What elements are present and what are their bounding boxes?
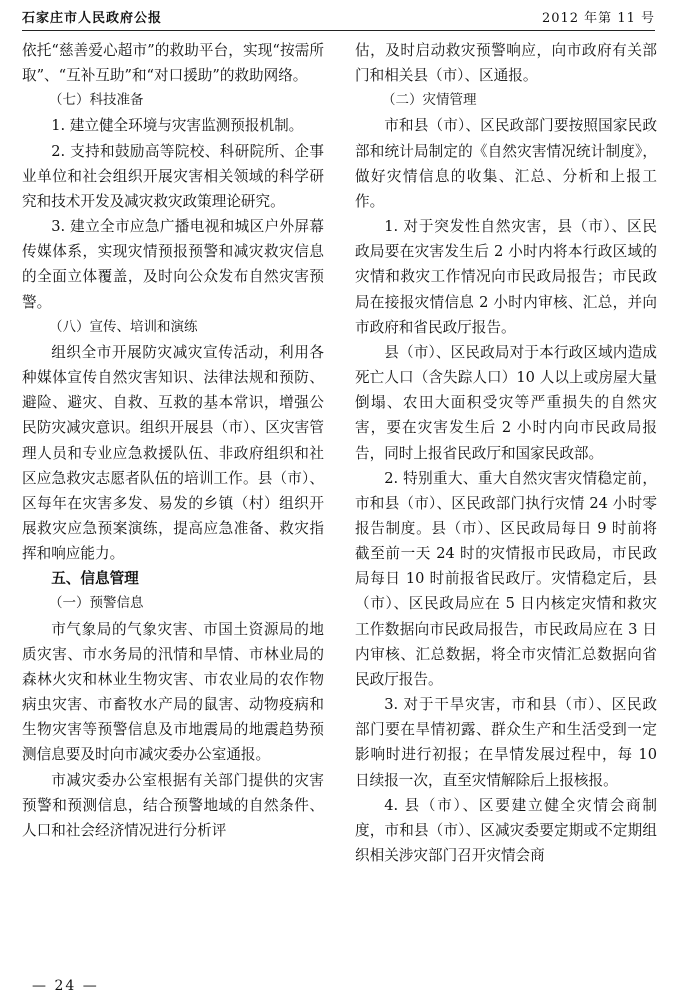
page-header [22, 8, 655, 31]
paragraph: 1. 对于突发性自然灾害，县（市）、区民政局要在灾害发生后 2 小时内将本行政区域的灾情和救灾工作情况向市民政局报告；市民政局在接报灾情信息 2 小时内审核、汇总，并向市政府和省民政厅报告。 [355, 218, 657, 336]
page-number: — 24 — [32, 978, 99, 994]
paragraph: 2. 支持和鼓励高等院校、科研院所、企事业单位和社会组织开展灾害相关领域的科学研究和技术开发及减灾救灾政策理论研究。 [22, 142, 324, 210]
section-heading: 五、信息管理 [51, 570, 139, 588]
paragraph: 组织全市开展防灾减灾宣传活动，利用各种媒体宣传自然灾害知识、法律法规和预防、避险、避灾、自救、互救的基本常识，增强公民防灾减灾意识。组织开展县（市）、区灾害管理人员和专业应急救援队伍、非政府组织和社区应急救灾志愿者队伍的培训工作。县（市）、区每年在灾害多发、易发的乡镇（村）组织开展救灾应急预案演练，提高应急准备、救灾指挥和响应能力。 [22, 343, 324, 563]
paragraph: 市气象局的气象灾害、市国土资源局的地质灾害、市水务局的汛情和旱情、市林业局的森林火灾和林业生物灾害、市农业局的农作物病虫灾害、市畜牧水产局的鼠害、动物疫病和生物灾害等预警信息及市地震局的地震趋势预测信息要及时向市减灾委办公室通报。 [22, 620, 324, 764]
subsection-heading: （八）宣传、培训和演练 [49, 318, 198, 335]
issue-number: 2012 年第 11 号 [541, 11, 655, 26]
paragraph: 3. 建立全市应急广播电视和城区户外屏幕传媒体系，实现灾情预报预警和减灾救灾信息的全面立体覆盖，及时向公众发布自然灾害预警。 [22, 218, 324, 311]
subsection-heading: （二）灾情管理 [382, 92, 477, 109]
paragraph: 市减灾委办公室根据有关部门提供的灾害预警和预测信息，结合预警地域的自然条件、人口和社会经济情况进行分析评 [22, 771, 324, 839]
paragraph: 估，及时启动救灾预警响应，向市政府有关部门和相关县（市）、区通报。 [355, 42, 657, 85]
paragraph: 县（市）、区民政局对于本行政区域内造成死亡人口（含失踪人口）10 人以上或房屋大量倒塌、农田大面积受灾等严重损失的自然灾害，要在灾害发生后 2 小时内向市民政局报告，同时上报省民政厅和国家民政部。 [355, 343, 657, 462]
paragraph: 1. 建立健全环境与灾害监测预报机制。 [51, 117, 304, 135]
right-column [355, 38, 657, 868]
paragraph: 依托“慈善爱心超市”的救助平台，实现“按需所取”、“互补互助”和“对口援助”的救助网络。 [22, 42, 324, 85]
paragraph: 市和县（市）、区民政部门要按照国家民政部和统计局制定的《自然灾害情况统计制度》，做好灾情信息的收集、汇总、分析和上报工作。 [355, 117, 657, 210]
paragraph: 3. 对于干旱灾害，市和县（市）、区民政部门要在旱情初露、群众生产和生活受到一定影响时进行初报；在旱情发展过程中，每 10 日续报一次，直至灾情解除后上报核报。 [355, 696, 657, 789]
subsection-heading: （一）预警信息 [49, 595, 144, 612]
paragraph: 2. 特别重大、重大自然灾害灾情稳定前，市和县（市）、区民政部门执行灾情 24 小时零报告制度。县（市）、区民政局每日 9 时前将截至前一天 24 时的灾情报市民政局，市民政局每日 10 时前报省民政厅。灾情稳定后，县（市）、区民政局应在 5 日内核定灾情和救灾工作数据向市民政局报告，市民政局应在 3 日内审核、汇总数据，将全市灾情汇总数据向省民政厅报告。 [355, 469, 657, 688]
left-column [22, 38, 324, 843]
paragraph: 4. 县（市）、区要建立健全灾情会商制度，市和县（市）、区减灾委要定期或不定期组织相关涉灾部门召开灾情会商 [355, 796, 657, 864]
subsection-heading: （七）科技准备 [49, 92, 144, 109]
publication-title: 石家庄市人民政府公报 [22, 11, 163, 26]
